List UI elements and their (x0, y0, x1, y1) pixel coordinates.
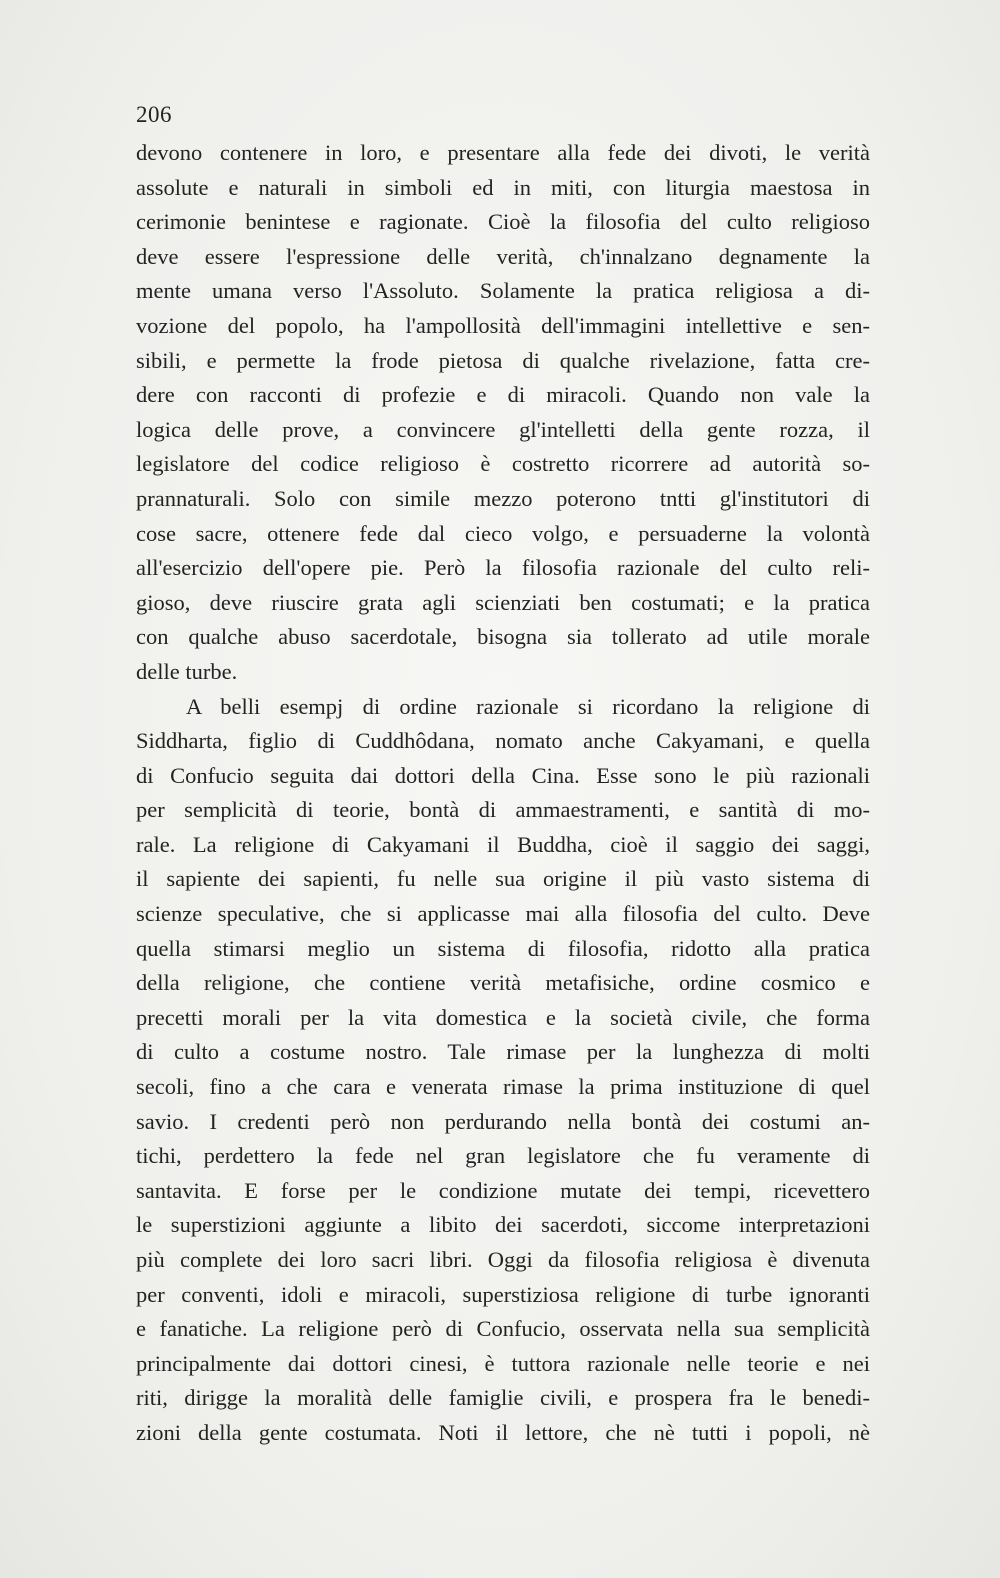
page-number: 206 (136, 102, 172, 127)
text-line: santavita. E forse per le condizione mutate dei tempi, ricevettero (136, 1177, 870, 1203)
text-line: prannaturali. Solo con simile mezzo poterono tntti gl'institutori di (136, 485, 870, 511)
text-line: con qualche abuso sacerdotale, bisogna sia tollerato ad utile morale (136, 624, 870, 650)
text-line: Siddharta, figlio di Cuddhôdana, nomato anche Cakyamani, e quella (136, 728, 870, 754)
text-line: all'esercizio dell'opere pie. Però la filosofia razionale del culto reli- (136, 555, 870, 581)
text-line: vozione del popolo, ha l'ampollosità dell'immagini intellettive e sen- (136, 312, 870, 338)
text-line: e fanatiche. La religione però di Confucio, osservata nella sua semplicità (136, 1316, 870, 1342)
text-line: legislatore del codice religioso è costretto ricorrere ad autorità so- (136, 451, 870, 477)
text-line: tichi, perdettero la fede nel gran legislatore che fu veramente di (136, 1143, 870, 1169)
text-line: per semplicità di teorie, bontà di ammaestramenti, e santità di mo- (136, 797, 870, 823)
body-text (136, 136, 870, 1451)
text-line: zioni della gente costumata. Noti il lettore, che nè tutti i popoli, nè (136, 1419, 870, 1445)
text-line: delle turbe. (136, 658, 238, 684)
text-line: sibili, e permette la frode pietosa di qualche rivelazione, fatta cre- (136, 347, 870, 373)
text-line: scienze speculative, che si applicasse mai alla filosofia del culto. Deve (136, 901, 870, 927)
text-line: mente umana verso l'Assoluto. Solamente la pratica religiosa a di- (136, 278, 870, 304)
text-line: A belli esempj di ordine razionale si ricordano la religione di (186, 693, 870, 719)
text-line: di culto a costume nostro. Tale rimase per la lunghezza di molti (136, 1039, 870, 1065)
text-line: secoli, fino a che cara e venerata rimase la prima instituzione di quel (136, 1074, 870, 1100)
text-line: per conventi, idoli e miracoli, superstiziosa religione di turbe ignoranti (136, 1281, 870, 1307)
text-line: dere con racconti di profezie e di miracoli. Quando non vale la (136, 382, 870, 408)
text-line: le superstizioni aggiunte a libito dei sacerdoti, siccome interpretazioni (136, 1212, 870, 1238)
text-line: rale. La religione di Cakyamani il Buddha, cioè il saggio dei saggi, (136, 831, 870, 857)
text-line: gioso, deve riuscire grata agli scienziati ben costumati; e la pratica (136, 589, 870, 615)
text-line: cerimonie benintese e ragionate. Cioè la filosofia del culto religioso (136, 209, 870, 235)
text-line: precetti morali per la vita domestica e la società civile, che forma (136, 1004, 870, 1030)
text-line: quella stimarsi meglio un sistema di filosofia, ridotto alla pratica (136, 935, 870, 961)
text-line: devono contenere in loro, e presentare alla fede dei divoti, le verità (136, 140, 870, 165)
text-line: cose sacre, ottenere fede dal cieco volgo, e persuaderne la volontà (136, 520, 870, 546)
text-line: principalmente dai dottori cinesi, è tuttora razionale nelle teorie e nei (136, 1350, 870, 1376)
text-line: di Confucio seguita dai dottori della Cina. Esse sono le più razionali (136, 762, 870, 788)
text-line: assolute e naturali in simboli ed in miti, con liturgia maestosa in (136, 174, 870, 200)
text-line: della religione, che contiene verità metafisiche, ordine cosmico e (136, 970, 870, 996)
text-line: il sapiente dei sapienti, fu nelle sua origine il più vasto sistema di (136, 866, 870, 892)
text-line: riti, dirigge la moralità delle famiglie civili, e prospera fra le benedi- (136, 1385, 870, 1411)
text-line: deve essere l'espressione delle verità, ch'innalzano degnamente la (136, 243, 870, 269)
text-line: savio. I credenti però non perdurando nella bontà dei costumi an- (136, 1108, 870, 1134)
text-line: logica delle prove, a convincere gl'intelletti della gente rozza, il (136, 416, 870, 442)
text-line: più complete dei loro sacri libri. Oggi da filosofia religiosa è divenuta (136, 1247, 870, 1272)
